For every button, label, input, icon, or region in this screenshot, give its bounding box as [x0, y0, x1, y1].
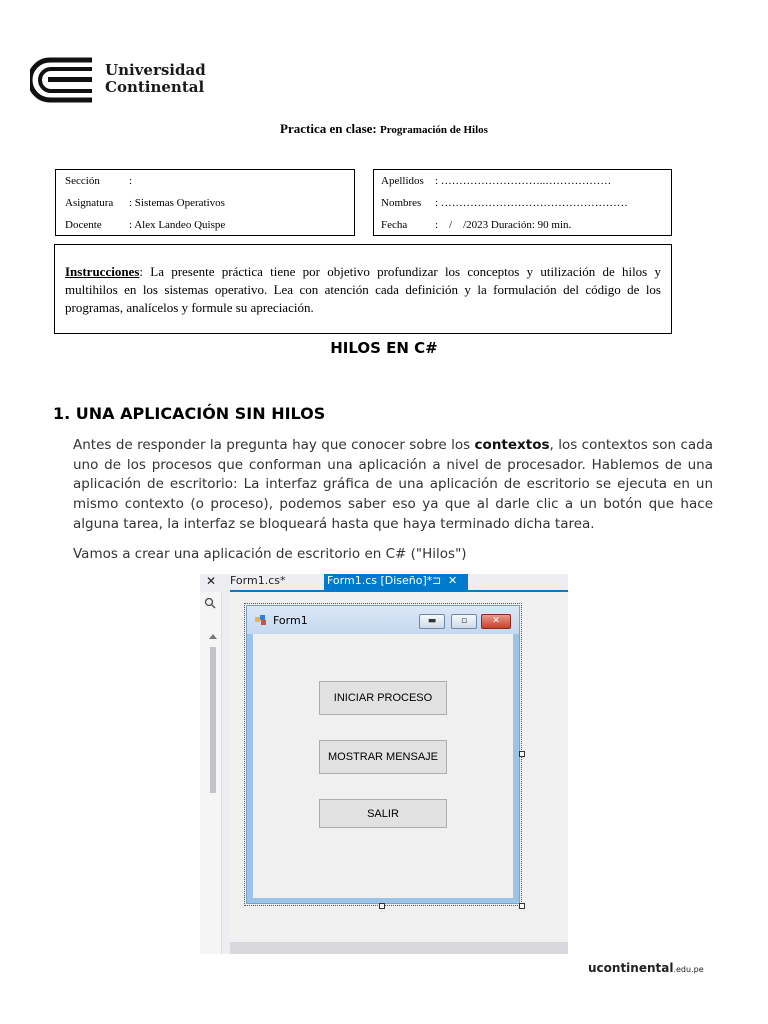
- tab-form1-code[interactable]: Form1.cs*: [230, 574, 286, 587]
- info-label: Nombres: [381, 197, 422, 209]
- info-label: Fecha: [381, 219, 408, 231]
- minimize-button[interactable]: [419, 614, 445, 629]
- info-label: Sección: [65, 175, 100, 187]
- maximize-button[interactable]: [451, 614, 477, 629]
- footer-brand: [588, 961, 704, 975]
- window-close-button[interactable]: [481, 614, 511, 629]
- info-value: : Sistemas Operativos: [129, 197, 225, 209]
- paragraph-text: , los contextos son cada uno de los procesos que conforman una aplicación a nivel de procesador. Hablemos de una aplicación de escritorio: La interfaz gráfica de una aplicación de escritorio se ejecuta en un mismo contexto (o proceso), podemos saber eso ya que al darle clic a un botón que hace alguna tarea, la interfaz se bloqueará hasta que haya terminado dicha tarea.: [73, 437, 713, 532]
- logo-wordmark: [105, 62, 206, 96]
- close-icon: ✕: [492, 616, 500, 626]
- paragraph-text: Antes de responder la pregunta hay que conocer sobre los: [73, 437, 475, 453]
- instructions-box: [54, 244, 672, 334]
- form-titlebar[interactable]: [247, 606, 519, 634]
- continental-logo-icon: [30, 56, 96, 104]
- minimize-icon: ▬: [427, 616, 437, 626]
- footer-brand-suffix: .edu.pe: [673, 965, 704, 974]
- mostrar-mensaje-button[interactable]: MOSTRAR MENSAJE: [319, 740, 447, 774]
- course-info-box: [55, 169, 355, 236]
- info-value: : Alex Landeo Quispe: [129, 219, 226, 231]
- salir-button[interactable]: SALIR: [319, 799, 447, 828]
- info-value: : ………………………..………………: [435, 175, 612, 187]
- instructions-heading: Instrucciones: [65, 264, 140, 279]
- info-value: : / /2023 Duración: 90 min.: [435, 219, 572, 231]
- resize-handle-bottom[interactable]: [379, 903, 385, 909]
- editor-tab-bar: [200, 574, 568, 590]
- university-logo: [30, 56, 230, 106]
- title-subject: Programación de Hilos: [380, 124, 488, 136]
- paragraph-contexts: [73, 436, 713, 535]
- section-title: 1. UNA APLICACIÓN SIN HILOS: [53, 404, 326, 423]
- close-icon[interactable]: ✕: [206, 574, 217, 588]
- info-label: Asignatura: [65, 197, 114, 209]
- maximize-icon: ▫: [460, 616, 468, 626]
- form-title: Form1: [273, 614, 308, 627]
- tab-form1-design[interactable]: [324, 574, 468, 590]
- search-icon[interactable]: [202, 594, 220, 612]
- logo-line1: Universidad: [105, 61, 206, 79]
- toolbox-strip: [200, 592, 222, 954]
- paragraph-create-app: Vamos a crear una aplicación de escritorio en C# ("Hilos"): [73, 546, 467, 562]
- footer-brand-name: ucontinental: [588, 961, 674, 975]
- info-value: :: [129, 175, 133, 187]
- pin-icon[interactable]: ⊐: [432, 574, 442, 587]
- logo-line2: Continental: [105, 78, 205, 96]
- resize-handle-right[interactable]: [519, 751, 525, 757]
- info-value: : ……………………………………………: [435, 197, 628, 209]
- info-label: Docente: [65, 219, 102, 231]
- scrollbar-thumb[interactable]: [210, 647, 216, 793]
- form-icon: [255, 615, 267, 625]
- close-icon[interactable]: ✕: [448, 574, 458, 587]
- scroll-up-icon[interactable]: [208, 632, 218, 642]
- paragraph-bold-term: contextos: [474, 437, 550, 453]
- student-info-box: [373, 169, 672, 236]
- tab-label: Form1.cs [Diseño]*: [327, 574, 433, 587]
- document-title: [0, 121, 768, 137]
- resize-handle-corner[interactable]: [519, 903, 525, 909]
- instructions-text: : La presente práctica tiene por objetivo profundizar los conceptos y utilización de hilos y multihilos en los sistemas operativo. Lea con atención cada definición y la formulación del código de los programas, analícelos y formule su apreciación.: [65, 264, 661, 315]
- iniciar-proceso-button[interactable]: INICIAR PROCESO: [319, 681, 447, 715]
- main-heading: HILOS EN C#: [330, 339, 438, 357]
- title-prefix: Practica en clase:: [280, 121, 377, 136]
- info-label: Apellidos: [381, 175, 424, 187]
- horizontal-scrollbar[interactable]: [230, 942, 568, 954]
